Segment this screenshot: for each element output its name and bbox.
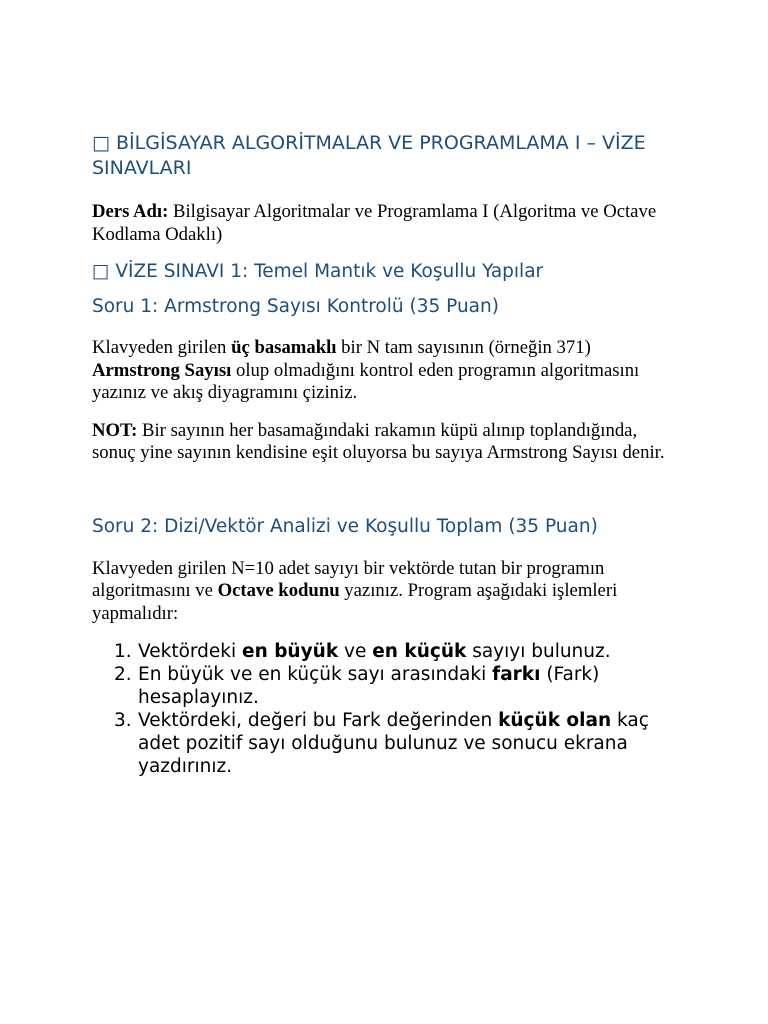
exam1-heading-text: VİZE SINAVI 1: Temel Mantık ve Koşullu Yapılar [115, 261, 544, 282]
note-label: NOT: [92, 419, 138, 441]
document-title-text: BİLGİSAYAR ALGORİTMALAR VE PROGRAMLAMA I – VİZE SINAVLARI [92, 132, 646, 179]
note-text: Bir sayının her basamağındaki rakamın küpü alınıp toplandığında, sonuç yine sayının kendisine eşit oluyorsa bu sayıya Armstrong Sayısı denir. [92, 419, 665, 463]
text-run: bir N tam sayısının (örneğin 371) [336, 337, 591, 358]
question1-paragraph [92, 337, 682, 405]
text-run: Klavyeden girilen N=10 adet sayıyı bir vektörde tutan bir programın algoritmasını ve [92, 557, 605, 601]
text-run: kaç adet pozitif sayı olduğunu bulunuz ve sonucu ekrana yazdırınız. [138, 710, 649, 777]
bold-run: küçük olan [498, 710, 612, 731]
text-run: (Fark) hesaplayınız. [138, 664, 600, 708]
text-run: sayıyı bulunuz. [466, 641, 611, 662]
bold-run: en küçük [372, 641, 467, 662]
list-number: 1. [114, 641, 132, 662]
document-title [92, 131, 682, 181]
placeholder-box-icon: □ [92, 261, 110, 282]
list-item [92, 663, 682, 709]
bold-run: farkı [492, 664, 541, 685]
text-run: En büyük ve en küçük sayı arasındaki [138, 664, 493, 685]
list-item [92, 709, 682, 778]
document-page [92, 131, 682, 778]
text-run: Klavyeden girilen [92, 337, 232, 358]
text-run: Vektördeki, değeri bu Fark değerinden [138, 710, 499, 731]
placeholder-box-icon: □ [92, 132, 110, 154]
question2-heading: Soru 2: Dizi/Vektör Analizi ve Koşullu Toplam (35 Puan) [92, 515, 598, 537]
question2-paragraph [92, 558, 682, 626]
bold-run: en büyük [242, 641, 339, 662]
list-number: 3. [114, 710, 132, 731]
text-run: yazınız. Program aşağıdaki işlemleri yapmalıdır: [92, 580, 618, 624]
course-value: Bilgisayar Algoritmalar ve Programlama I (Algoritma ve Octave Kodlama Odaklı) [92, 201, 657, 245]
text-run: Vektördeki [138, 641, 243, 662]
text-run: olup olmadığını kontrol eden programın algoritmasını yazınız ve akış diyagramını çiziniz. [92, 359, 640, 403]
list-item [92, 640, 682, 663]
course-paragraph [92, 201, 682, 246]
course-label: Ders Adı: [92, 201, 169, 222]
bold-run: üç basamaklı [231, 337, 337, 358]
bold-run: Octave kodunu [217, 580, 340, 601]
list-number: 2. [114, 664, 132, 685]
question1-note [92, 420, 682, 465]
question1-heading: Soru 1: Armstrong Sayısı Kontrolü (35 Puan) [92, 296, 499, 317]
task-list [92, 640, 682, 778]
bold-run: Armstrong Sayısı [92, 359, 232, 381]
exam1-heading [92, 260, 682, 283]
text-run: ve [338, 641, 373, 662]
